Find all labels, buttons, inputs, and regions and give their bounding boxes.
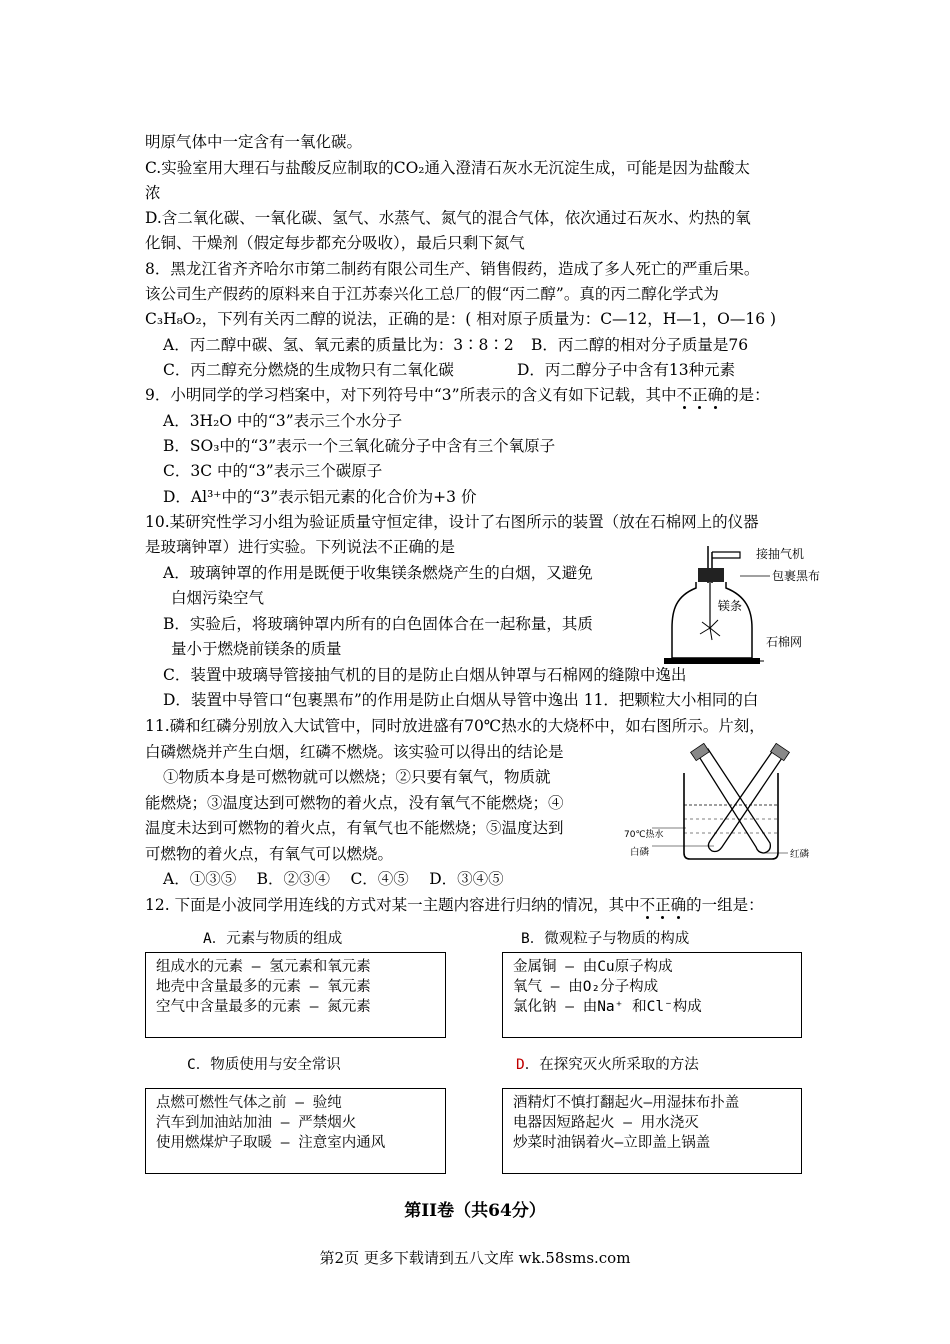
label-white-p: 白磷 [630,847,650,858]
label-cloth: 包裹黑布 [772,569,820,583]
emphasis-dot-char: 确 [707,386,724,404]
question-10-option-b-cont: 量小于燃烧前镁条的质量 [171,640,342,658]
page-footer: 第2页 更多下载请到五八文库 wk.58sms.com [319,1249,631,1267]
question-10-stem: 10.某研究性学习小组为验证质量守恒定律，设计了右图所示的装置（放在石棉网上的仪器 [145,513,759,531]
question-12-stem: 12. 下面是小波同学用连线的方式对某一主题内容进行归纳的情况，其中不正确的一组是： [145,896,764,914]
emphasis-dot-char: 正 [655,896,671,914]
box-a-row: 空气中含量最多的元素 — 氮元素 [156,999,371,1015]
label-mesh: 石棉网 [766,635,803,649]
text-line: 化铜、干燥剂（假定每步都充分吸收），最后只剩下氮气 [145,234,525,252]
section-title: 第II卷（共64分） [404,1201,546,1221]
box-a [145,952,446,1038]
question-9-stem: 9．小明同学的学习档案中，对下列符号中“3”所表示的含义有如下记载，其中不正确的是： [145,386,770,404]
text-line: D.含二氧化碳、一氧化碳、氢气、水蒸气、氮气的混合气体，依次通过石灰水、灼热的氧 [145,209,751,227]
box-c [145,1088,446,1174]
box-c-row: 点燃可燃性气体之前 — 验纯 [156,1095,342,1111]
question-8-option-d: D．丙二醇分子中含有13种元素 [517,361,736,379]
box-b-title: B．微观粒子与物质的构成 [521,931,690,947]
box-b-row: 氧气 — 由O₂分子构成 [513,979,659,995]
emphasis-dot-char: 正 [692,386,708,404]
box-b [502,952,802,1038]
box-d-row: 酒精灯不慎打翻起火—用湿抹布扑盖 [513,1095,740,1111]
label-mg: 镁条 [718,599,743,613]
question-11-options: A．①③⑤ B．②③④ C．④⑤ D．③④⑤ [163,870,504,888]
question-9-option-d: D．Al³⁺中的“3”表示铝元素的化合价为+3 价 [163,488,477,506]
box-d-letter: D [516,1057,525,1073]
label-red-p: 红磷 [790,849,810,860]
question-10-stem: 是玻璃钟罩）进行实验。下列说法不正确的是 [145,538,456,556]
emphasis-dot-char: 不 [676,386,693,404]
question-8-option-a: A．丙二醇中碳、氢、氧元素的质量比为：3∶8∶2 [163,336,514,354]
box-a-row: 组成水的元素 — 氢元素和氧元素 [156,959,371,975]
box-c-row: 汽车到加油站加油 — 严禁烟火 [156,1115,357,1131]
question-11-stem: 能燃烧；③温度达到可燃物的着火点，没有氧气不能燃烧；④ [145,794,564,812]
question-8-stem: 8．黑龙江省齐齐哈尔市第二制药有限公司生产、销售假药，造成了多人死亡的严重后果。 [145,260,760,278]
question-9-option-c: C．3C 中的“3”表示三个碳原子 [163,462,383,480]
box-b-row: 金属铜 — 由Cu原子构成 [513,959,673,975]
question-8-stem: 该公司生产假药的原料来自于江苏泰兴化工总厂的假“丙二醇”。真的丙二醇化学式为 [145,285,719,303]
question-11-stem: 温度未达到可燃物的着火点，有氧气也不能燃烧；⑤温度达到 [145,819,564,837]
text-line: C.实验室用大理石与盐酸反应制取的CO₂通入澄清石灰水无沉淀生成，可能是因为盐酸太 [145,159,751,177]
question-10-option-d: D．装置中导管口“包裹黑布”的作用是防止白烟从导管中逸出 11．把颗粒大小相同的白 [163,691,759,709]
emphasis-dot-char: 确 [670,896,687,914]
question-8-option-b: B．丙二醇的相对分子质量是76 [531,336,749,354]
question-10-option-b: B．实验后，将玻璃钟罩内所有的白色固体合在一起称量，其质 [163,615,593,633]
bell-jar-figure [660,538,820,668]
box-d-title: D．在探究灭火所采取的方法 [516,1057,699,1073]
question-10-option-a: A．玻璃钟罩的作用是既便于收集镁条燃烧产生的白烟，又避免 [163,564,593,582]
box-d-row: 炒菜时油锅着火—立即盖上锅盖 [513,1135,711,1151]
question-11-stem: 可燃物的着火点，有氧气可以燃烧。 [145,845,394,863]
question-11-stem: 白磷燃烧并产生白烟，红磷不燃烧。该实验可以得出的结论是 [145,743,564,761]
question-9-option-b: B．SO₃中的“3”表示一个三氧化硫分子中含有三个氧原子 [163,437,556,455]
box-c-row: 使用燃煤炉子取暖 — 注意室内通风 [156,1135,386,1151]
beaker-figure [622,743,818,863]
box-b-row: 氯化钠 — 由Na⁺ 和Cl⁻构成 [513,999,702,1015]
question-10-option-a-cont: 白烟污染空气 [171,589,265,607]
emphasis-dot-char: 不 [639,896,656,914]
question-8-stem: C₃H₈O₂，下列有关丙二醇的说法，正确的是：( 相对原子质量为：C—12，H—1，O—16 ) [145,310,777,328]
label-water: 70℃热水 [624,830,664,840]
box-a-title: A．元素与物质的组成 [203,931,343,947]
text-line: 浓 [145,184,161,202]
question-10-option-c: C．装置中玻璃导管接抽气机的目的是防止白烟从钟罩与石棉网的缝隙中逸出 [163,666,687,684]
box-d [502,1088,802,1174]
question-11-stem: ①物质本身是可燃物就可以燃烧；②只要有氧气，物质就 [163,768,551,786]
question-8-option-c: C．丙二醇充分燃烧的生成物只有二氧化碳 [163,361,454,379]
box-d-row: 电器因短路起火 — 用水浇灭 [513,1115,699,1131]
box-a-row: 地壳中含量最多的元素 — 氧元素 [156,979,371,995]
question-9-option-a: A．3H₂O 中的“3”表示三个水分子 [163,412,403,430]
question-11-stem: 11.磷和红磷分别放入大试管中，同时放进盛有70℃热水的大烧杯中，如右图所示。片刻， [145,717,765,735]
label-pump: 接抽气机 [756,547,805,561]
text-line: 明原气体中一定含有一氧化碳。 [145,133,363,151]
box-c-title: C．物质使用与安全常识 [187,1057,341,1073]
